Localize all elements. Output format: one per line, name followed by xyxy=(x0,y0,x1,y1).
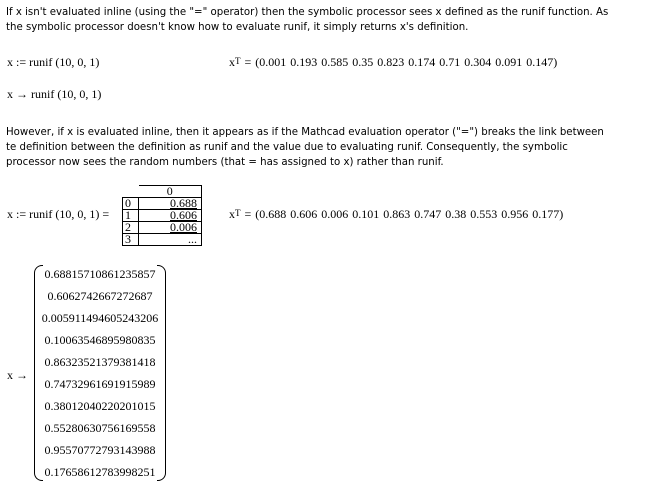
paragraph-1-line-2: the symbolic processor doesn't know how to evaluate runif, it simply returns x's definition. xyxy=(6,22,469,33)
paragraph-2-line-3: processor now sees the random numbers (that = has assigned to x) rather than runif. xyxy=(6,157,444,168)
transpose-variable: x xyxy=(229,207,235,221)
vector-element: 0.86323521379381418 xyxy=(44,355,156,369)
paragraph-2-line-2: te definition between the definition as runif and the value due to evaluating runif. Consequently, the symbolic xyxy=(6,142,568,153)
runif-definition-evaluated[interactable]: x := runif (10, 0, 1) = xyxy=(7,207,110,221)
transpose-result-1[interactable] xyxy=(229,55,557,70)
symbolic-result-2[interactable]: x → xyxy=(7,368,28,382)
transpose-result-2[interactable] xyxy=(229,207,563,222)
vector-element: 0.10063546895980835 xyxy=(44,333,156,347)
result-matrix[interactable] xyxy=(122,185,202,246)
matrix-row-index: 1 xyxy=(123,210,139,222)
symbolic-result-1[interactable]: x → runif (10, 0, 1) xyxy=(7,87,102,101)
matrix-row-index: 0 xyxy=(123,198,139,210)
vector-element: 0.68815710861235857 xyxy=(44,267,156,281)
paragraph-2-line-1: However, if x is evaluated inline, then it appears as if the Mathcad evaluation operator ("=") breaks the link between xyxy=(6,127,604,138)
matrix-column-header: 0 xyxy=(139,186,202,198)
runif-definition[interactable]: x := runif (10, 0, 1) xyxy=(7,55,100,69)
transpose-superscript: T xyxy=(235,56,241,66)
matrix-row-index: 2 xyxy=(123,222,139,234)
vector-element: 0.6062742667272687 xyxy=(47,289,153,303)
matrix-cell: 0.688 xyxy=(139,198,202,210)
vector-element: 0.55280630756169558 xyxy=(44,421,156,435)
matrix-ellipsis[interactable]: ... xyxy=(139,234,202,246)
transpose-values: = (0.001 0.193 0.585 0.35 0.823 0.174 0.71 0.304 0.091 0.147) xyxy=(244,55,558,69)
column-vector[interactable] xyxy=(34,265,166,481)
transpose-values: = (0.688 0.606 0.006 0.101 0.863 0.747 0.38 0.553 0.956 0.177) xyxy=(244,207,564,221)
vector-element: 0.38012040220201015 xyxy=(44,399,156,413)
vector-element: 0.005911494605243206 xyxy=(41,311,159,325)
transpose-superscript: T xyxy=(235,208,241,218)
vector-element: 0.74732961691915989 xyxy=(44,377,156,391)
vector-element: 0.17658612783998251 xyxy=(44,465,156,479)
matrix-cell: 0.006 xyxy=(139,222,202,234)
matrix-cell: 0.606 xyxy=(139,210,202,222)
transpose-variable: x xyxy=(229,55,235,69)
paragraph-1-line-1: If x isn't evaluated inline (using the "=" operator) then the symbolic processor sees x defined as the runif function. As xyxy=(6,7,609,18)
vector-element: 0.95570772793143988 xyxy=(44,443,156,457)
matrix-row-index: 3 xyxy=(123,234,139,246)
